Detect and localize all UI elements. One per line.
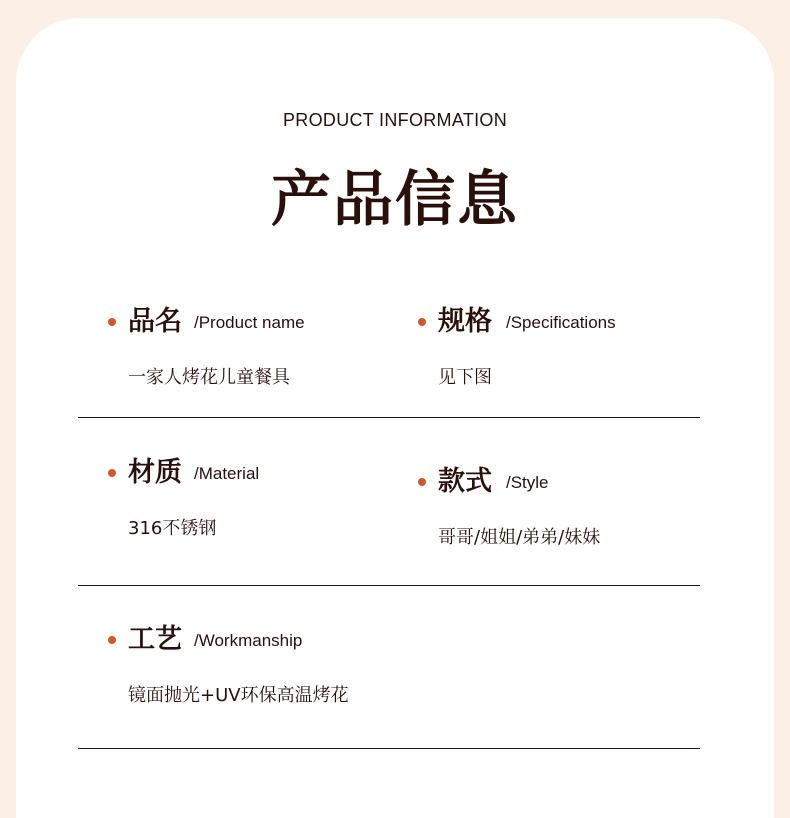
label-cn: 工艺: [128, 624, 182, 655]
label-en: /Style: [506, 473, 549, 492]
field-value: 哥哥/姐姐/弟弟/妹妹: [438, 527, 601, 548]
field-style: [418, 464, 718, 548]
bullet-dot-icon: [418, 478, 426, 486]
field-label: [418, 304, 718, 340]
section-eyebrow: PRODUCT INFORMATION: [282, 110, 508, 130]
bullet-dot-icon: [108, 469, 116, 477]
field-product-name: [108, 304, 408, 388]
field-label: [108, 455, 408, 491]
field-label: [418, 464, 718, 500]
field-material: [108, 455, 408, 539]
field-specifications: [418, 304, 718, 388]
field-label: [108, 622, 408, 658]
label-cn: 规格: [438, 306, 492, 337]
row-divider: [78, 585, 700, 586]
field-value: 镜面抛光+UV环保高温烤花: [128, 685, 349, 706]
field-workmanship: [108, 622, 408, 706]
row-divider: [78, 748, 700, 749]
label-en: /Material: [194, 464, 260, 483]
label-cn: 品名: [128, 306, 182, 337]
field-label: [108, 304, 408, 340]
label-cn: 材质: [128, 457, 182, 488]
bullet-dot-icon: [108, 636, 116, 644]
label-en: /Workmanship: [194, 631, 303, 650]
field-value: 316不锈钢: [128, 518, 217, 539]
row-divider: [78, 417, 700, 418]
field-value: 一家人烤花儿童餐具: [128, 367, 290, 388]
field-value: 见下图: [438, 367, 492, 388]
bullet-dot-icon: [418, 318, 426, 326]
label-cn: 款式: [438, 466, 492, 497]
section-title: 产品信息: [271, 165, 519, 235]
bullet-dot-icon: [108, 318, 116, 326]
label-en: /Specifications: [506, 313, 616, 332]
label-en: /Product name: [194, 313, 305, 332]
